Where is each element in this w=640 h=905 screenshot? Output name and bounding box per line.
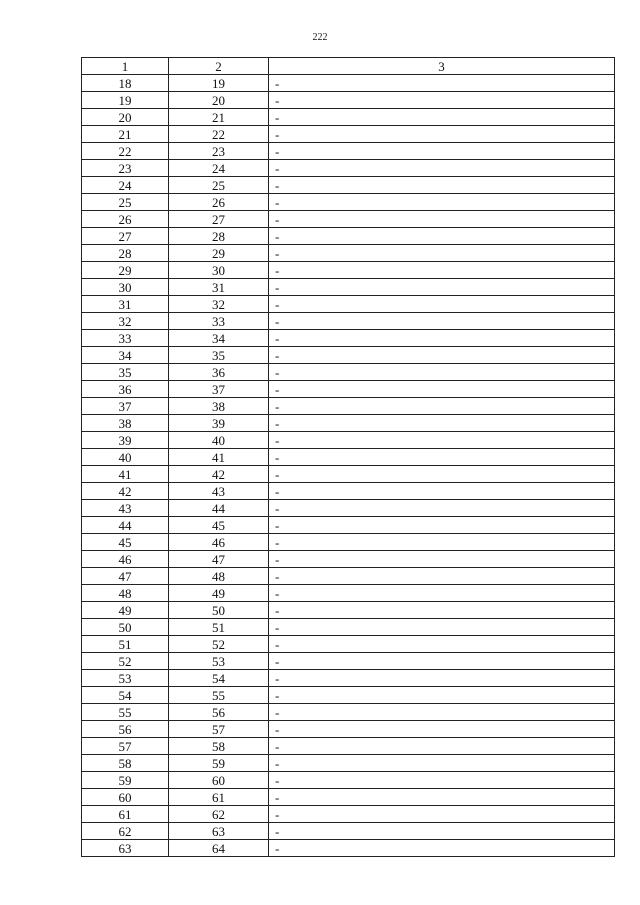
table-cell-col-1: 36 — [82, 381, 169, 398]
table-cell-col-1: 28 — [82, 245, 169, 262]
table-cell-col-3: - — [269, 551, 615, 568]
table-cell-col-2: 57 — [169, 721, 269, 738]
table-cell-col-2: 49 — [169, 585, 269, 602]
table-cell-col-3: - — [269, 653, 615, 670]
table-cell-col-1: 23 — [82, 160, 169, 177]
table-cell-col-1: 42 — [82, 483, 169, 500]
table-cell-col-3: - — [269, 670, 615, 687]
table-cell-col-3: - — [269, 75, 615, 92]
table-cell-col-2: 36 — [169, 364, 269, 381]
table-cell-col-1: 48 — [82, 585, 169, 602]
table-cell-col-3: - — [269, 160, 615, 177]
table-row — [82, 330, 615, 347]
table-cell-col-2: 53 — [169, 653, 269, 670]
table-cell-col-2: 37 — [169, 381, 269, 398]
table-cell-col-3: - — [269, 483, 615, 500]
table-cell-col-2: 19 — [169, 75, 269, 92]
table-cell-col-2: 54 — [169, 670, 269, 687]
table-cell-col-2: 52 — [169, 636, 269, 653]
table-cell-col-1: 34 — [82, 347, 169, 364]
column-header-3: 3 — [269, 58, 615, 75]
table-row — [82, 466, 615, 483]
table-cell-col-2: 21 — [169, 109, 269, 126]
table-cell-col-1: 45 — [82, 534, 169, 551]
table-cell-col-3: - — [269, 585, 615, 602]
table-cell-col-3: - — [269, 313, 615, 330]
table-cell-col-1: 26 — [82, 211, 169, 228]
table-row — [82, 432, 615, 449]
table-cell-col-2: 27 — [169, 211, 269, 228]
table-cell-col-1: 51 — [82, 636, 169, 653]
table-row — [82, 109, 615, 126]
table-row — [82, 840, 615, 857]
table-row — [82, 551, 615, 568]
table-row — [82, 415, 615, 432]
table-cell-col-2: 35 — [169, 347, 269, 364]
data-table — [81, 57, 615, 857]
table-cell-col-1: 37 — [82, 398, 169, 415]
table-cell-col-2: 41 — [169, 449, 269, 466]
table-cell-col-1: 63 — [82, 840, 169, 857]
table-cell-col-3: - — [269, 92, 615, 109]
table-cell-col-3: - — [269, 602, 615, 619]
table-cell-col-3: - — [269, 330, 615, 347]
table-row — [82, 534, 615, 551]
table-row — [82, 177, 615, 194]
table-row — [82, 262, 615, 279]
table-cell-col-1: 52 — [82, 653, 169, 670]
table-row — [82, 602, 615, 619]
table-cell-col-1: 44 — [82, 517, 169, 534]
table-cell-col-1: 35 — [82, 364, 169, 381]
table-row — [82, 517, 615, 534]
table-cell-col-2: 20 — [169, 92, 269, 109]
table-cell-col-2: 46 — [169, 534, 269, 551]
table-cell-col-3: - — [269, 500, 615, 517]
table-row — [82, 75, 615, 92]
table-cell-col-2: 43 — [169, 483, 269, 500]
table-cell-col-1: 50 — [82, 619, 169, 636]
table-cell-col-1: 58 — [82, 755, 169, 772]
table-body — [82, 75, 615, 857]
table-cell-col-3: - — [269, 126, 615, 143]
table-cell-col-3: - — [269, 755, 615, 772]
table-row — [82, 789, 615, 806]
table-cell-col-1: 22 — [82, 143, 169, 160]
table-cell-col-3: - — [269, 211, 615, 228]
table-row — [82, 653, 615, 670]
table-row — [82, 279, 615, 296]
table-cell-col-3: - — [269, 721, 615, 738]
table-cell-col-1: 49 — [82, 602, 169, 619]
table-row — [82, 398, 615, 415]
table-cell-col-2: 45 — [169, 517, 269, 534]
table-cell-col-3: - — [269, 415, 615, 432]
table-row — [82, 687, 615, 704]
table-cell-col-1: 46 — [82, 551, 169, 568]
table-cell-col-2: 55 — [169, 687, 269, 704]
table-cell-col-2: 63 — [169, 823, 269, 840]
table-cell-col-1: 61 — [82, 806, 169, 823]
table-cell-col-1: 25 — [82, 194, 169, 211]
table-row — [82, 585, 615, 602]
column-header-1: 1 — [82, 58, 169, 75]
table-cell-col-1: 20 — [82, 109, 169, 126]
table-cell-col-3: - — [269, 347, 615, 364]
table-row — [82, 347, 615, 364]
table-cell-col-3: - — [269, 279, 615, 296]
table-cell-col-2: 59 — [169, 755, 269, 772]
table-row — [82, 381, 615, 398]
table-cell-col-3: - — [269, 806, 615, 823]
page-number: 222 — [312, 32, 328, 43]
table-cell-col-1: 27 — [82, 228, 169, 245]
table-cell-col-1: 55 — [82, 704, 169, 721]
table-cell-col-3: - — [269, 143, 615, 160]
header-row — [82, 58, 615, 75]
table-cell-col-3: - — [269, 789, 615, 806]
table-cell-col-3: - — [269, 432, 615, 449]
table-header — [82, 58, 615, 75]
table-cell-col-3: - — [269, 194, 615, 211]
table-cell-col-1: 31 — [82, 296, 169, 313]
table-row — [82, 806, 615, 823]
table-cell-col-1: 30 — [82, 279, 169, 296]
table-cell-col-2: 30 — [169, 262, 269, 279]
table-cell-col-3: - — [269, 245, 615, 262]
table-cell-col-2: 32 — [169, 296, 269, 313]
table-cell-col-1: 47 — [82, 568, 169, 585]
table-cell-col-1: 19 — [82, 92, 169, 109]
table-row — [82, 364, 615, 381]
table-cell-col-2: 61 — [169, 789, 269, 806]
table-cell-col-3: - — [269, 823, 615, 840]
table-row — [82, 670, 615, 687]
table-cell-col-3: - — [269, 619, 615, 636]
table-row — [82, 313, 615, 330]
table-cell-col-2: 44 — [169, 500, 269, 517]
table-cell-col-3: - — [269, 177, 615, 194]
table-row — [82, 738, 615, 755]
table-cell-col-1: 59 — [82, 772, 169, 789]
table-cell-col-1: 21 — [82, 126, 169, 143]
table-cell-col-3: - — [269, 704, 615, 721]
table-row — [82, 449, 615, 466]
table-cell-col-3: - — [269, 840, 615, 857]
table-row — [82, 704, 615, 721]
table-cell-col-2: 47 — [169, 551, 269, 568]
table-row — [82, 636, 615, 653]
table-cell-col-3: - — [269, 262, 615, 279]
table-cell-col-2: 31 — [169, 279, 269, 296]
table-cell-col-1: 33 — [82, 330, 169, 347]
table-cell-col-2: 25 — [169, 177, 269, 194]
table-cell-col-1: 60 — [82, 789, 169, 806]
table-row — [82, 483, 615, 500]
table-cell-col-2: 48 — [169, 568, 269, 585]
table-cell-col-2: 39 — [169, 415, 269, 432]
table-cell-col-1: 54 — [82, 687, 169, 704]
table-cell-col-2: 28 — [169, 228, 269, 245]
table-cell-col-2: 34 — [169, 330, 269, 347]
table-row — [82, 245, 615, 262]
table-cell-col-3: - — [269, 534, 615, 551]
table-row — [82, 823, 615, 840]
table-row — [82, 772, 615, 789]
table-cell-col-1: 62 — [82, 823, 169, 840]
table-cell-col-3: - — [269, 517, 615, 534]
table-row — [82, 92, 615, 109]
table-cell-col-2: 38 — [169, 398, 269, 415]
table-row — [82, 211, 615, 228]
table-cell-col-3: - — [269, 772, 615, 789]
table-cell-col-1: 43 — [82, 500, 169, 517]
table-cell-col-3: - — [269, 466, 615, 483]
table-cell-col-3: - — [269, 398, 615, 415]
table-cell-col-2: 40 — [169, 432, 269, 449]
table-cell-col-2: 64 — [169, 840, 269, 857]
table-cell-col-1: 56 — [82, 721, 169, 738]
table-row — [82, 721, 615, 738]
table-row — [82, 568, 615, 585]
table-cell-col-1: 29 — [82, 262, 169, 279]
table-row — [82, 296, 615, 313]
table-cell-col-2: 58 — [169, 738, 269, 755]
table-cell-col-3: - — [269, 109, 615, 126]
table-row — [82, 619, 615, 636]
table-cell-col-2: 29 — [169, 245, 269, 262]
table-cell-col-3: - — [269, 568, 615, 585]
table-cell-col-2: 42 — [169, 466, 269, 483]
table-cell-col-1: 53 — [82, 670, 169, 687]
table-row — [82, 126, 615, 143]
table-cell-col-3: - — [269, 228, 615, 245]
table-cell-col-3: - — [269, 687, 615, 704]
table-row — [82, 500, 615, 517]
table-cell-col-1: 40 — [82, 449, 169, 466]
table-row — [82, 194, 615, 211]
table-cell-col-1: 38 — [82, 415, 169, 432]
column-header-2: 2 — [169, 58, 269, 75]
table-cell-col-2: 60 — [169, 772, 269, 789]
table-cell-col-1: 57 — [82, 738, 169, 755]
table-cell-col-2: 23 — [169, 143, 269, 160]
table-cell-col-2: 62 — [169, 806, 269, 823]
table-cell-col-3: - — [269, 636, 615, 653]
table-cell-col-1: 24 — [82, 177, 169, 194]
table-cell-col-1: 41 — [82, 466, 169, 483]
table-cell-col-3: - — [269, 381, 615, 398]
table-cell-col-3: - — [269, 449, 615, 466]
table-cell-col-3: - — [269, 296, 615, 313]
table-cell-col-1: 32 — [82, 313, 169, 330]
table-cell-col-2: 56 — [169, 704, 269, 721]
table-row — [82, 160, 615, 177]
table-cell-col-2: 22 — [169, 126, 269, 143]
table-row — [82, 755, 615, 772]
table-cell-col-2: 50 — [169, 602, 269, 619]
table-row — [82, 228, 615, 245]
table-cell-col-2: 26 — [169, 194, 269, 211]
table-cell-col-2: 33 — [169, 313, 269, 330]
table-cell-col-1: 39 — [82, 432, 169, 449]
table-cell-col-3: - — [269, 364, 615, 381]
table-cell-col-1: 18 — [82, 75, 169, 92]
table-cell-col-2: 51 — [169, 619, 269, 636]
table-cell-col-2: 24 — [169, 160, 269, 177]
table-row — [82, 143, 615, 160]
table-cell-col-3: - — [269, 738, 615, 755]
